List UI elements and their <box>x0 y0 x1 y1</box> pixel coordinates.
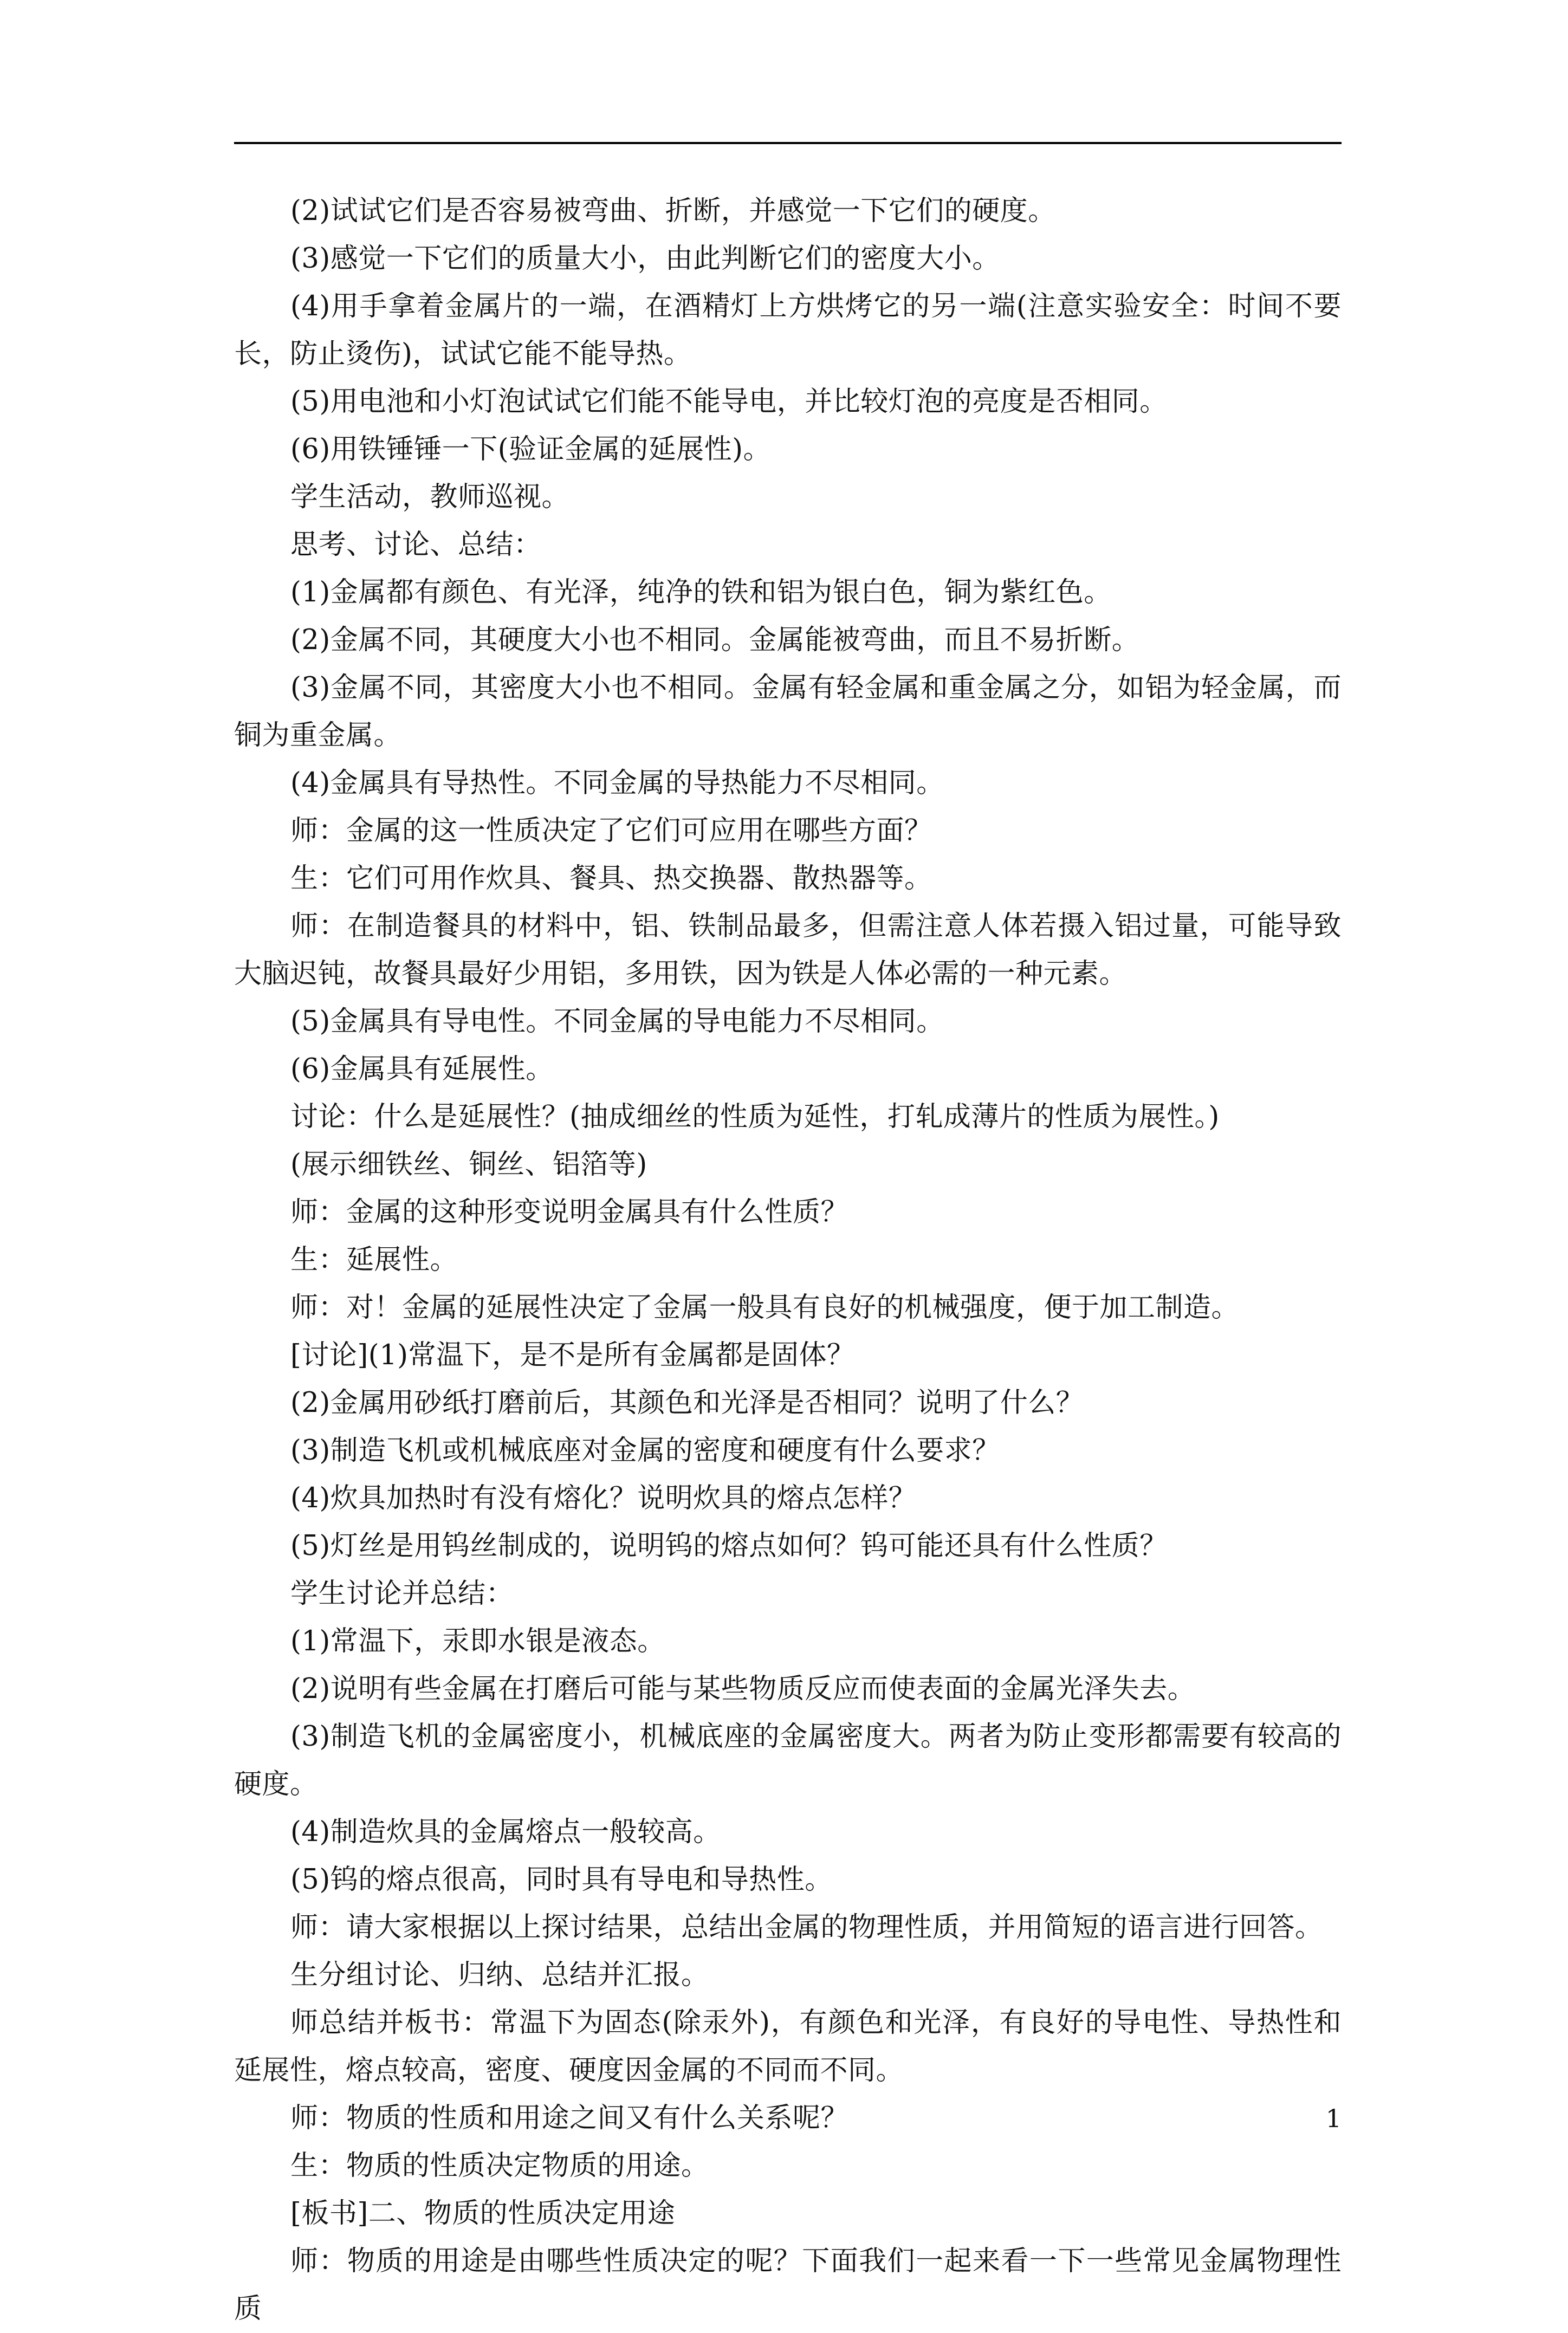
paragraph: (3)制造飞机或机械底座对金属的密度和硬度有什么要求？ <box>290 1435 1000 1467</box>
page-number: 1 <box>1325 2104 1342 2133</box>
paragraph: 生：它们可用作炊具、餐具、热交换器、散热器等。 <box>290 863 932 895</box>
paragraph: (5)金属具有导电性。不同金属的导电能力不尽相同。 <box>290 1006 944 1038</box>
paragraph: (6)用铁锤锤一下(验证金属的延展性)。 <box>290 433 772 465</box>
paragraph: (展示细铁丝、铜丝、铝箔等) <box>290 1149 647 1181</box>
paragraph: 师：金属的这一性质决定了它们可应用在哪些方面？ <box>290 815 932 847</box>
header-rule <box>234 142 1342 144</box>
paragraph: 生：延展性。 <box>290 1244 458 1276</box>
paragraph: [板书]二、物质的性质决定用途 <box>290 2198 676 2230</box>
paragraph: (2)金属用砂纸打磨前后，其颜色和光泽是否相同？说明了什么？ <box>290 1387 1084 1419</box>
paragraph: 思考、讨论、总结： <box>290 529 542 561</box>
paragraph: (3)制造飞机的金属密度小，机械底座的金属密度大。两者为防止变形都需要有较高的硬度。 <box>234 1721 1342 1800</box>
paragraph: (3)感觉一下它们的质量大小，由此判断它们的密度大小。 <box>290 243 1000 275</box>
paragraph: (3)金属不同，其密度大小也不相同。金属有轻金属和重金属之分，如铝为轻金属，而铜为重金属。 <box>234 672 1342 751</box>
paragraph: (4)制造炊具的金属熔点一般较高。 <box>290 1816 721 1848</box>
paragraph: (1)常温下，汞即水银是液态。 <box>290 1625 665 1657</box>
paragraph: (2)金属不同，其硬度大小也不相同。金属能被弯曲，而且不易折断。 <box>290 624 1140 656</box>
paragraph: 师：对！金属的延展性决定了金属一般具有良好的机械强度，便于加工制造。 <box>290 1292 1240 1324</box>
paragraph: 生：物质的性质决定物质的用途。 <box>290 2150 709 2182</box>
paragraph: [讨论](1)常温下，是不是所有金属都是固体？ <box>290 1339 855 1371</box>
paragraph: (6)金属具有延展性。 <box>290 1053 554 1085</box>
paragraph: (1)金属都有颜色、有光泽，纯净的铁和铝为银白色，铜为紫红色。 <box>290 576 1112 608</box>
paragraph: 学生讨论并总结： <box>290 1578 514 1610</box>
document-body <box>234 187 1342 2333</box>
paragraph: 师：在制造餐具的材料中，铝、铁制品最多，但需注意人体若摄入铝过量，可能导致大脑迟钝，故餐具最好少用铝，多用铁，因为铁是人体必需的一种元素。 <box>234 910 1342 990</box>
paragraph: 师：物质的用途是由哪些性质决定的呢？下面我们一起来看一下一些常见金属物理性质 <box>234 2245 1342 2325</box>
paragraph: (4)金属具有导热性。不同金属的导热能力不尽相同。 <box>290 767 944 799</box>
paragraph: (2)说明有些金属在打磨后可能与某些物质反应而使表面的金属光泽失去。 <box>290 1673 1196 1705</box>
paragraph: 师：物质的性质和用途之间又有什么关系呢？ <box>290 2102 849 2134</box>
paragraph: 讨论：什么是延展性？(抽成细丝的性质为延性，打轧成薄片的性质为展性。) <box>290 1101 1220 1133</box>
paragraph: 师：金属的这种形变说明金属具有什么性质？ <box>290 1196 849 1228</box>
paragraph: (5)用电池和小灯泡试试它们能不能导电，并比较灯泡的亮度是否相同。 <box>290 386 1168 418</box>
paragraph: 学生活动，教师巡视。 <box>290 481 570 513</box>
paragraph: 师：请大家根据以上探讨结果，总结出金属的物理性质，并用简短的语言进行回答。 <box>290 1911 1323 1943</box>
paragraph: 师总结并板书：常温下为固态(除汞外)，有颜色和光泽，有良好的导电性、导热性和延展性，熔点较高，密度、硬度因金属的不同而不同。 <box>234 2007 1342 2086</box>
paragraph: 生分组讨论、归纳、总结并汇报。 <box>290 1959 709 1991</box>
paragraph: (4)用手拿着金属片的一端，在酒精灯上方烘烤它的另一端(注意实验安全：时间不要长，防止烫伤)，试试它能不能导热。 <box>234 290 1342 370</box>
paragraph: (5)钨的熔点很高，同时具有导电和导热性。 <box>290 1864 833 1896</box>
paragraph: (2)试试它们是否容易被弯曲、折断，并感觉一下它们的硬度。 <box>290 195 1056 227</box>
paragraph: (4)炊具加热时有没有熔化？说明炊具的熔点怎样？ <box>290 1482 917 1514</box>
paragraph: (5)灯丝是用钨丝制成的，说明钨的熔点如何？钨可能还具有什么性质？ <box>290 1530 1168 1562</box>
